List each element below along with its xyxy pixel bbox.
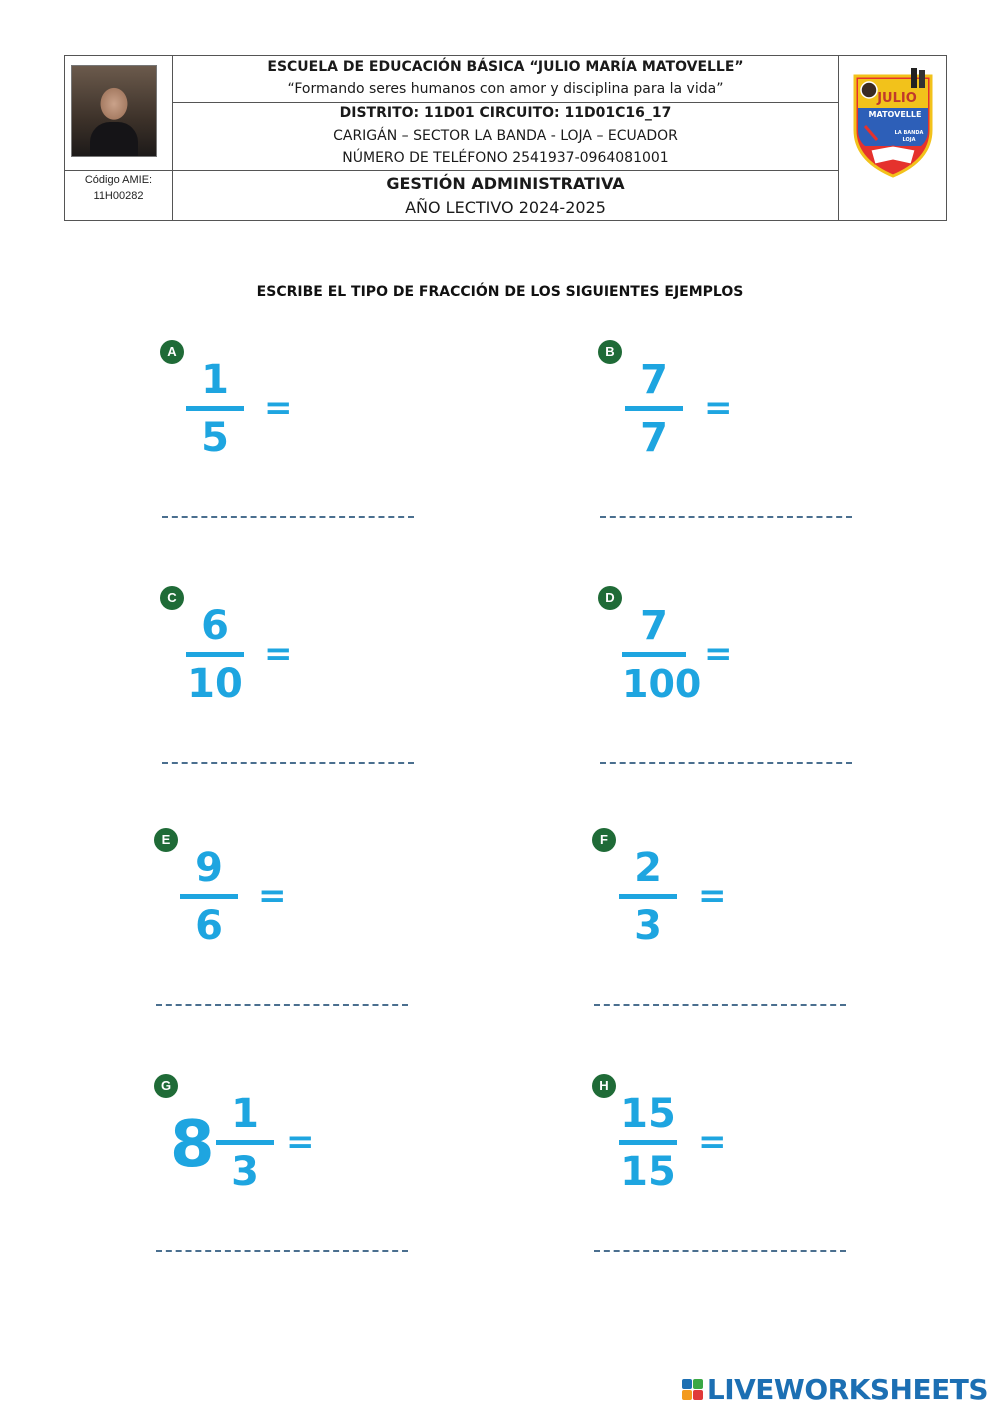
denominator: 6 xyxy=(195,903,223,949)
denominator: 15 xyxy=(620,1149,676,1195)
header-table xyxy=(64,55,947,221)
address: CARIGÁN – SECTOR LA BANDA - LOJA – ECUADOR xyxy=(333,128,678,144)
exercise-letter-badge: H xyxy=(592,1074,616,1098)
fraction-bar xyxy=(619,894,677,899)
answer-line[interactable] xyxy=(600,516,852,518)
icon-tile xyxy=(693,1379,703,1389)
district: DISTRITO: 11D01 CIRCUITO: 11D01C16_17 xyxy=(339,105,672,121)
fraction xyxy=(216,1092,274,1194)
exercise-letter-badge: B xyxy=(598,340,622,364)
answer-line[interactable] xyxy=(162,516,414,518)
denominator: 100 xyxy=(622,662,702,706)
numerator: 2 xyxy=(634,845,662,891)
divider xyxy=(173,102,838,103)
fraction-bar xyxy=(186,406,244,411)
amie-value: 11H00282 xyxy=(93,190,144,202)
exercise-g xyxy=(154,1074,454,1284)
divider xyxy=(173,170,838,171)
exercise-a xyxy=(160,340,460,550)
numerator: 1 xyxy=(231,1091,259,1137)
whole-number: 8 xyxy=(170,1108,215,1182)
crest-text: MATOVELLE xyxy=(868,110,922,119)
numerator: 6 xyxy=(201,603,229,649)
header-right-cell xyxy=(838,56,946,220)
equals-sign: = xyxy=(286,1122,315,1162)
equals-sign: = xyxy=(698,876,727,916)
crest-text: LA BANDA xyxy=(894,130,924,136)
denominator: 5 xyxy=(201,415,229,461)
fraction xyxy=(622,603,702,706)
answer-line[interactable] xyxy=(162,762,414,764)
denominator: 7 xyxy=(640,415,668,461)
icon-tile xyxy=(682,1379,692,1389)
denominator: 3 xyxy=(231,1149,259,1195)
header-left-cell xyxy=(65,56,173,220)
denominator: 3 xyxy=(634,903,662,949)
answer-line[interactable] xyxy=(594,1004,846,1006)
answer-line[interactable] xyxy=(156,1004,408,1006)
denominator: 10 xyxy=(187,661,243,707)
amie-code xyxy=(65,172,172,204)
amie-label: Código AMIE: xyxy=(84,174,153,186)
equals-sign: = xyxy=(264,388,293,428)
phone: NÚMERO DE TELÉFONO 2541937-0964081001 xyxy=(342,150,669,166)
equals-sign: = xyxy=(258,876,287,916)
crest-text: JULIO xyxy=(877,91,917,106)
fraction xyxy=(186,358,244,460)
school-year: AÑO LECTIVO 2024-2025 xyxy=(405,198,606,217)
exercise-letter-badge: D xyxy=(598,586,622,610)
equals-sign: = xyxy=(264,634,293,674)
exercise-f xyxy=(592,828,892,1038)
equals-sign: = xyxy=(704,388,733,428)
exercise-letter-badge: A xyxy=(160,340,184,364)
fraction-bar xyxy=(625,406,683,411)
icon-tile xyxy=(693,1390,703,1400)
answer-line[interactable] xyxy=(600,762,852,764)
numerator: 9 xyxy=(195,845,223,891)
fraction xyxy=(186,604,244,706)
fraction xyxy=(180,846,238,948)
exercise-letter-badge: E xyxy=(154,828,178,852)
exercise-letter-badge: C xyxy=(160,586,184,610)
equals-sign: = xyxy=(698,1122,727,1162)
fraction-bar xyxy=(186,652,244,657)
school-crest-logo xyxy=(851,68,935,178)
exercise-d xyxy=(598,586,898,796)
numerator: 15 xyxy=(620,1091,676,1137)
answer-line[interactable] xyxy=(156,1250,408,1252)
fraction-bar xyxy=(216,1140,274,1145)
fraction xyxy=(619,1092,677,1194)
numerator: 1 xyxy=(201,357,229,403)
equals-sign: = xyxy=(704,634,733,674)
divider xyxy=(65,170,172,171)
fraction-bar xyxy=(180,894,238,899)
school-motto: “Formando seres humanos con amor y disciplina para la vida” xyxy=(287,81,724,97)
answer-line[interactable] xyxy=(594,1250,846,1252)
crest-text: LOJA xyxy=(902,137,916,143)
fraction-bar xyxy=(622,652,686,657)
exercise-b xyxy=(598,340,898,550)
header-center xyxy=(173,56,838,220)
exercise-letter-badge: F xyxy=(592,828,616,852)
numerator: 7 xyxy=(640,357,668,403)
fraction-bar xyxy=(619,1140,677,1145)
exercise-e xyxy=(154,828,454,1038)
liveworksheets-icon xyxy=(682,1379,703,1400)
exercise-c xyxy=(160,586,460,796)
numerator: 7 xyxy=(640,603,668,649)
school-name: ESCUELA DE EDUCACIÓN BÁSICA “JULIO MARÍA MATOVELLE” xyxy=(267,59,744,75)
fraction xyxy=(625,358,683,460)
fraction xyxy=(619,846,677,948)
instruction: ESCRIBE EL TIPO DE FRACCIÓN DE LOS SIGUIENTES EJEMPLOS xyxy=(256,284,744,300)
founder-portrait xyxy=(71,65,157,157)
liveworksheets-logo[interactable] xyxy=(682,1374,988,1404)
exercise-h xyxy=(592,1074,892,1284)
icon-tile xyxy=(682,1390,692,1400)
brand-name: LIVEWORKSHEETS xyxy=(706,1372,988,1406)
area-title: GESTIÓN ADMINISTRATIVA xyxy=(386,174,625,193)
exercise-letter-badge: G xyxy=(154,1074,178,1098)
